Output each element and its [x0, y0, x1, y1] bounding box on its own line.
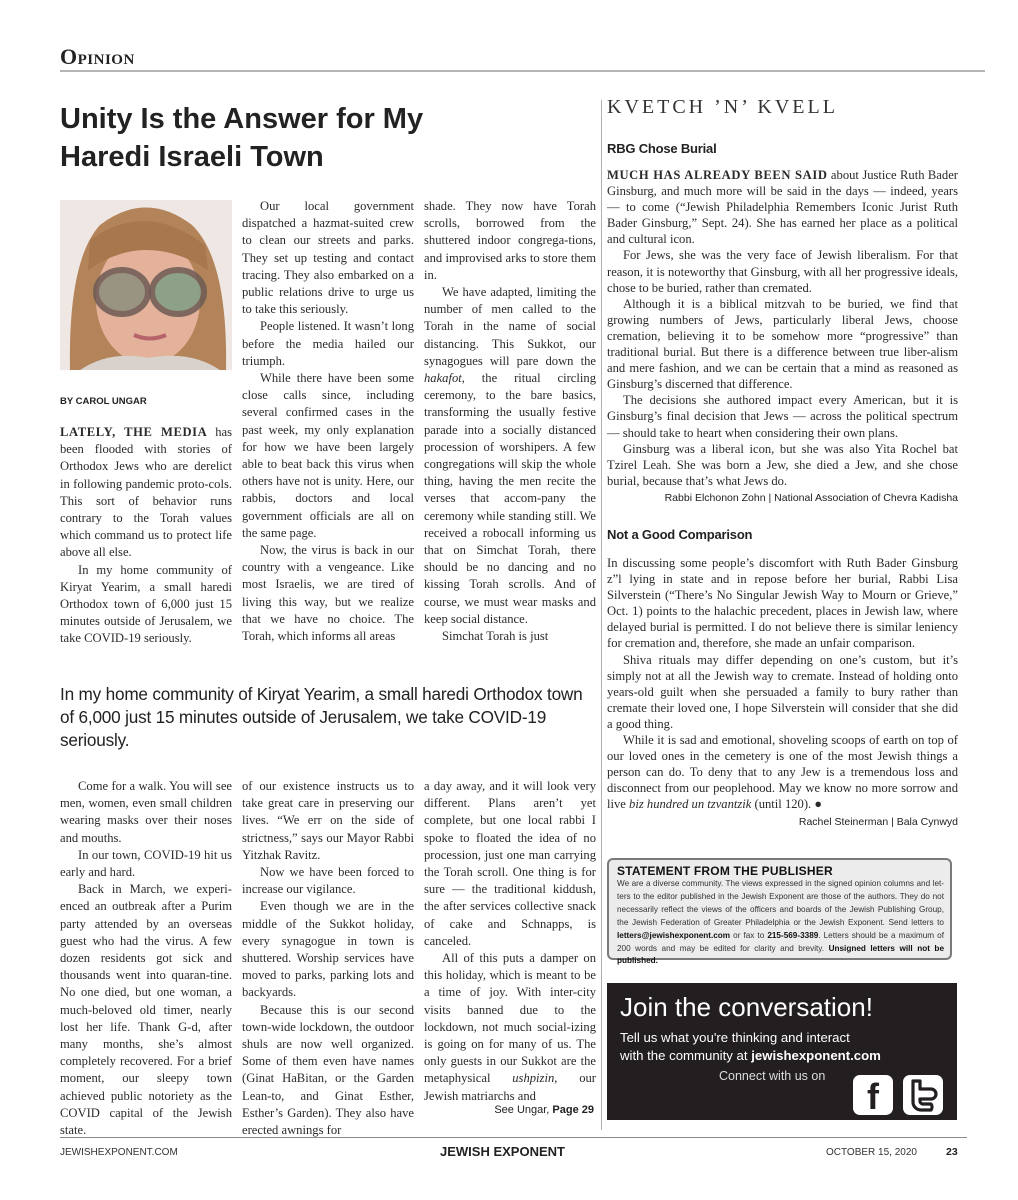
article-paragraph: Now we have been forced to increase our vigilance. — [242, 865, 414, 897]
letter-paragraph: While it is sad and emotional, shoveling scoops of earth on top of our loved ones in the cemetery is one of the most Jewish things a person can do. To deny that to any Jew is a tremendous loss and disconnect from our peoplehood. May we know no more sorrow and live biz hundred un tzvantzik (until 120). ● — [607, 733, 958, 812]
article-paragraph: Back in March, we experi-enced an outbreak after a Purim party attended by an overseas guest who had the virus. A few dozen residents got sick and thousands went into quaran-tine. No one died, but one woman, a much-beloved old timer, nearly lost her life. Thank G-d, after many months, she’s almost completely recovered. For a brief moment, our sleepy town achieved public notoriety as the COVID capital of the Jewish state. — [60, 882, 232, 1138]
article-paragraph: We have adapted, limiting the number of men called to the Torah in the name of social distancing. This Sukkot, our synagogues will pare down the hakafot, the ritual circling ceremony, to the bare basics, transforming the usually festive parade into a socially distanced procession of worshipers. A few congregations will skip the whole thing, having the men recite the verses that accom-pany the ceremony while standing still. We received a robocall informing us that on Simchat Torah, there should be no dancing and no kissing Torah scrolls. And of course, we must wear masks and keep social distance. — [424, 285, 596, 626]
article-paragraph: In my home community of Kiryat Yearim, a small haredi Orthodox town of 6,000 just 15 minutes outside of Jerusalem, we take COVID-19 seriously. — [60, 562, 232, 646]
article-paragraph: Our local government dispatched a hazmat-suited crew to clean our streets and parks. They set up testing and contact tracing. They also embarked on a public relations drive to urge us to take this seriously. — [242, 199, 414, 317]
article-column-1-top — [60, 424, 232, 648]
letter-subhead: RBG Chose Burial — [607, 141, 717, 156]
article-paragraph: shade. They now have Torah scrolls, borrowed from the shuttered indoor congrega-tions, and improvised arks to store them in. — [424, 199, 596, 282]
headline: Unity Is the Answer for My Haredi Israeli Town — [60, 103, 424, 173]
lead-in: LATELY, THE MEDIA — [60, 425, 208, 439]
connect-label: Connect with us on — [719, 1069, 826, 1083]
kvetch-n-kvell-title: KVETCH ’N’ KVELL — [607, 96, 838, 118]
website-link[interactable]: jewishexponent.com — [751, 1048, 881, 1063]
continued-jump-link[interactable]: See Ungar, Page 29 — [494, 1104, 594, 1116]
letter-body — [607, 167, 958, 506]
letter-paragraph: For Jews, she was the very face of Jewish liberalism. For that reason, it is noteworthy that Ginsburg, with all her progressive ideals, chose to be buried, rather than cremated. — [607, 248, 958, 295]
letter-body — [607, 555, 958, 830]
article-paragraph: While there have been some close calls since, including several confirmed cases in the past week, my only explanation for how we have been largely able to beat back this virus when others have not is unity. Here, our rabbis, doctors and local government officials are all on the same page. — [242, 371, 414, 540]
article-column-2-top — [242, 198, 414, 645]
section-label: Opinion — [60, 44, 135, 69]
join-text: Tell us what you're thinking and interact with the community at jewishexponent.com — [620, 1030, 881, 1063]
article-column-2-bottom — [242, 778, 414, 1139]
join-title: Join the conversation! — [620, 992, 873, 1022]
publisher-statement-title: STATEMENT FROM THE PUBLISHER — [617, 864, 833, 878]
letter-paragraph: The decisions she authored impact every American, but it is Ginsburg’s final decision that Jews — across the political spectrum — should take to heart when considering their own plans. — [607, 393, 958, 440]
article-paragraph: Come for a walk. You will see men, women, even small children wearing masks over their noses and mouths. — [60, 779, 232, 845]
author-photo — [60, 200, 232, 370]
article-paragraph: Now, the virus is back in our country with a vengeance. Like most Israelis, we are tired of living this way, but we realize that we have no choice. The Torah, which informs all areas — [242, 543, 414, 644]
letter-paragraph: In discussing some people’s discomfort with Ruth Bader Ginsburg z”l lying in state and in repose before her burial, Rabbi Lisa Silverstein (“There’s No Singular Jewish Way to Mourn or Grieve,” Oct. 1) points to the halachic precedent, places in Jewish law, where delayed burial is permitted. I do not believe there is similar leniency for cremation and, therefore, she made an unfair comparison. — [607, 556, 958, 651]
letter-signature: Rabbi Elchonon Zohn | National Association of Chevra Kadisha — [664, 491, 958, 504]
article-paragraph: Simchat Torah is just — [442, 629, 549, 644]
letter-paragraph: MUCH HAS ALREADY BEEN SAID about Justice Ruth Bader Ginsburg, and much more will be said in the days — indeed, years — to come (“Jewish Philadelphia Remembers Iconic Jurist Ruth Bader Ginsburg,” Sept. 24). She has earned her place as a political and cultural icon. — [607, 168, 958, 247]
fax-number: 215-569-3389 — [767, 930, 819, 940]
facebook-icon[interactable]: f — [853, 1075, 893, 1115]
column-divider — [601, 100, 602, 1130]
letter-signature: Rachel Steinerman | Bala Cynwyd — [798, 815, 958, 828]
twitter-glyph — [903, 1075, 943, 1115]
byline: BY CAROL UNGAR — [60, 396, 147, 407]
footer-date: OCTOBER 15, 2020 — [826, 1147, 917, 1158]
article-paragraph: LATELY, THE MEDIA has been flooded with stories of Orthodox Jews who are derelict in following pandemic proto-cols. This sort of behavior runs contrary to the Torah values which command us to protect life above all else. — [60, 425, 233, 560]
page-number: 23 — [946, 1146, 958, 1158]
article-paragraph: All of this puts a damper on this holiday, which is meant to be a time of joy. With inter-city visits banned due to the lockdown, not much social-izing is going on for many of us. The only guests in our Sukkot are the metaphysical ushpizin, our Jewish matriarchs and — [424, 951, 596, 1103]
footer-publication-name: JEWISH EXPONENT — [440, 1144, 565, 1159]
twitter-icon[interactable] — [903, 1075, 943, 1115]
footer-rule — [60, 1137, 967, 1138]
article-paragraph: In our town, COVID-19 hit us early and hard. — [60, 847, 232, 880]
author-photo-illustration — [60, 200, 232, 370]
article-paragraph: Because this is our second town-wide lockdown, the outdoor shuls are now well organized. Some of them even have names (Ginat HaBitan, or the Garden Lean-to, and Ginat Esther, Esther’s Garden). They also have erected awnings for — [242, 1002, 414, 1138]
footer-url[interactable]: JEWISHEXPONENT.COM — [60, 1147, 178, 1158]
article-paragraph: of our existence instructs us to take great care in preserving our lives. “We err on the side of strictness,” says our Mayor Rabbi Yitzhak Ravitz. — [242, 779, 414, 862]
letters-email-link[interactable]: letters@jewishexponent.com — [617, 930, 731, 940]
article-column-1-bottom — [60, 778, 232, 1139]
article-column-3-top — [424, 198, 596, 645]
article-paragraph: Even though we are in the middle of the Sukkot holiday, every synagogue in town is shuttered. Worship services have moved to parks, parking lots and backyards. — [242, 899, 414, 1000]
top-rule — [60, 70, 985, 72]
join-conversation-banner — [607, 983, 957, 1120]
letter-subhead: Not a Good Comparison — [607, 527, 753, 542]
lead-in: MUCH HAS ALREADY BEEN SAID — [607, 168, 828, 182]
article-column-3-bottom — [424, 778, 596, 1105]
publisher-statement-box — [607, 858, 952, 966]
article-paragraph: People listened. It wasn’t long before the media hailed our triumph. — [242, 319, 414, 368]
publisher-statement-text: We are a diverse community. The views expressed in the signed opinion columns and let-ters to the editor published in the Jewish Exponent are those of the authors. They do not necessarily reflect the views of the officers and boards of the Jewish Publishing Group, the Jewish Federation of Greater Philadelphia or the Jewish Exponent. Send letters to letters@jewishexponent.com or fax to 215-569-3389. Letters should be a maximum of 200 words and may be edited for clarity and brevity. Unsigned letters will not be published. — [617, 879, 944, 966]
letter-paragraph: Shiva rituals may differ depending on one’s custom, but it’s simply not at all the Jewish way to cremate. Instead of holding onto years-old guilt when she persuaded a family to bury rather than cremate their loved one, I hope Silverstein will consider that she did a good thing. — [607, 652, 958, 731]
letter-paragraph: Ginsburg was a liberal icon, but she was also Yita Rochel bat Tzirel Leah. She was born a Jew, she died a Jew, and she chose burial, because that’s what Jews do. — [607, 441, 958, 488]
article-paragraph: a day away, and it will look very different. Plans aren’t yet complete, but one local rabbi I spoke to floated the idea of no procession, just one man carrying the Torah scroll. One thing is for sure — the traditional kiddush, the after services collective snack of cake and Schnapps, is canceled. — [424, 779, 596, 948]
pull-quote: In my home community of Kiryat Yearim, a small haredi Orthodox town of 6,000 just 15 minutes outside of Jerusalem, we take COVID-19 seriously. — [60, 684, 583, 750]
letter-paragraph: Although it is a biblical mitzvah to be buried, we find that growing numbers of Jews, particularly liberal Jews, choose cremation, believing it to be somehow more “progressive” than traditional burial. But there is a difference between true liber-alism and mere fashion, and we can be certain that a mind as reasoned as Ginsburg’s discerned that difference. — [607, 296, 958, 392]
